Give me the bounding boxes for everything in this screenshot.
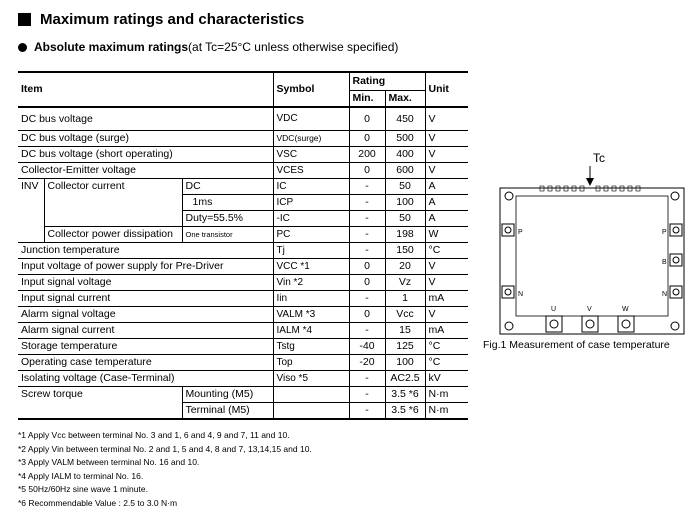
min-cell: 0 — [349, 307, 385, 323]
item-cell: DC bus voltage (short operating) — [18, 147, 273, 163]
unit-cell: N·m — [428, 404, 449, 416]
mounting-hole-icon — [505, 322, 513, 330]
item-cell: Operating case temperature — [18, 355, 273, 371]
table-row — [18, 179, 468, 195]
footnote: *2 Apply Vin between terminal No. 2 and 1, 5 and 4, 8 and 7, 13,14,15 and 10. — [18, 443, 312, 454]
header-unit: Unit — [425, 72, 468, 107]
min-cell: - — [349, 227, 385, 243]
symbol-cell: PC — [273, 227, 349, 243]
mounting-hole-icon — [671, 322, 679, 330]
module-outline-figure — [490, 150, 690, 340]
max-cell: 50 — [385, 179, 425, 195]
min-cell: -20 — [349, 355, 385, 371]
unit-cell: kV — [428, 372, 441, 384]
item-cell: Isolating voltage (Case-Terminal) — [18, 371, 273, 387]
condition-cell: 1ms — [182, 195, 273, 211]
min-cell: - — [349, 387, 385, 403]
unit-cell: V — [428, 260, 436, 272]
svg-text:P: P — [662, 229, 667, 236]
item-cell: Storage temperature — [18, 339, 273, 355]
min-cell: - — [349, 371, 385, 387]
max-cell: 198 — [385, 227, 425, 243]
header-symbol: Symbol — [273, 72, 349, 107]
tc-label: Tc — [593, 151, 605, 165]
unit-cell: °C — [428, 244, 441, 256]
min-cell: 200 — [349, 147, 385, 163]
symbol-cell: VSC — [273, 147, 349, 163]
min-cell: -40 — [349, 339, 385, 355]
table-row — [18, 387, 468, 403]
svg-text:W: W — [622, 306, 629, 313]
condition-cell: Mounting (M5) — [182, 387, 273, 403]
terminal-n-right — [662, 286, 682, 298]
min-cell: 0 — [349, 259, 385, 275]
circle-bullet-icon — [18, 43, 27, 52]
item-cell: Collector-Emitter voltage — [18, 163, 273, 179]
unit-cell: °C — [428, 340, 441, 352]
terminal-b-right — [662, 254, 682, 266]
item-cell: Screw torque — [18, 387, 182, 420]
item-cell: DC bus voltage (surge) — [18, 131, 273, 147]
footnote: *6 Recommendable Value : 2.5 to 3.0 N·m — [18, 497, 178, 508]
tc-arrow-head-icon — [586, 178, 594, 186]
mounting-hole-icon — [505, 192, 513, 200]
unit-cell: V — [428, 164, 436, 176]
unit-cell: V — [428, 132, 436, 144]
svg-text:V: V — [587, 306, 592, 313]
footnote: *5 50Hz/60Hz sine wave 1 minute. — [18, 484, 148, 495]
symbol-cell — [273, 387, 349, 403]
ratings-table — [18, 71, 468, 420]
terminal-n-left — [502, 286, 523, 298]
table-row — [18, 291, 468, 307]
table-row — [18, 339, 468, 355]
item-cell: Collector current — [44, 179, 182, 227]
svg-text:B: B — [662, 259, 667, 266]
table-row — [18, 131, 468, 147]
max-cell: 3.5 *6 — [385, 403, 425, 420]
item-cell: DC bus voltage — [18, 107, 273, 131]
symbol-cell: ICP — [273, 195, 349, 211]
symbol-cell: Iin — [273, 291, 349, 307]
max-cell: 20 — [385, 259, 425, 275]
unit-cell: V — [428, 148, 436, 160]
terminal-w — [618, 306, 634, 332]
table-row — [18, 243, 468, 259]
symbol-cell: IC — [273, 179, 349, 195]
terminal-p-right — [662, 224, 682, 236]
module-case-outline — [500, 188, 684, 334]
unit-cell: V — [428, 113, 436, 125]
max-cell: 400 — [385, 147, 425, 163]
subsection-title: Absolute maximum ratings — [34, 40, 189, 54]
symbol-cell: VDC — [273, 107, 349, 131]
max-cell: 100 — [385, 355, 425, 371]
max-cell: 3.5 *6 — [385, 387, 425, 403]
max-cell: 450 — [385, 107, 425, 131]
terminal-u — [546, 306, 562, 332]
table-row — [18, 355, 468, 371]
table-row — [18, 323, 468, 339]
item-cell: Junction temperature — [18, 243, 273, 259]
min-cell: - — [349, 323, 385, 339]
unit-cell: °C — [428, 356, 441, 368]
footnote: *4 Apply IALM to terminal No. 16. — [18, 470, 144, 481]
symbol-cell — [273, 131, 349, 147]
terminal-v — [582, 306, 598, 332]
min-cell: 0 — [349, 275, 385, 291]
header-item: Item — [18, 72, 273, 107]
max-cell: 100 — [385, 195, 425, 211]
max-cell: 50 — [385, 211, 425, 227]
symbol-cell: VCC *1 — [273, 259, 349, 275]
table-row — [18, 107, 468, 131]
inv-group-label: INV — [18, 179, 44, 243]
table-row — [18, 307, 468, 323]
footnote: *1 Apply Vcc between terminal No. 3 and 1, 6 and 4, 9 and 7, 11 and 10. — [18, 430, 290, 440]
item-cell: Input signal voltage — [18, 275, 273, 291]
table-row — [18, 275, 468, 291]
min-cell: - — [349, 403, 385, 420]
max-cell: Vcc — [385, 307, 425, 323]
terminal-p-left — [502, 224, 523, 236]
condition-cell: Duty=55.5% — [182, 211, 273, 227]
symbol-text: VDC(surge) — [276, 133, 322, 143]
symbol-cell: Top — [273, 355, 349, 371]
svg-text:N: N — [662, 291, 668, 298]
symbol-cell: Viso *5 — [273, 371, 349, 387]
max-cell: 500 — [385, 131, 425, 147]
max-cell: Vz — [385, 275, 425, 291]
subsection-heading — [18, 40, 398, 54]
min-cell: - — [349, 291, 385, 307]
condition-cell: One transistor — [182, 227, 273, 243]
item-cell: Alarm signal voltage — [18, 307, 273, 323]
item-cell: Collector power dissipation — [44, 227, 182, 243]
table-row — [18, 147, 468, 163]
unit-cell: A — [428, 196, 436, 208]
condition-cell: Terminal (M5) — [182, 403, 273, 420]
header-rating: Rating — [349, 72, 425, 91]
max-cell: 600 — [385, 163, 425, 179]
min-cell: 0 — [349, 107, 385, 131]
max-cell: AC2.5 — [385, 371, 425, 387]
item-cell: Input signal current — [18, 291, 273, 307]
min-cell: 0 — [349, 131, 385, 147]
footnotes — [18, 429, 312, 511]
section-title: Maximum ratings and characteristics — [40, 11, 305, 28]
symbol-cell: Vin *2 — [273, 275, 349, 291]
svg-text:U: U — [551, 306, 557, 313]
mounting-hole-icon — [671, 192, 679, 200]
table-row — [18, 259, 468, 275]
min-cell: 0 — [349, 163, 385, 179]
unit-cell: A — [428, 180, 436, 192]
unit-cell: V — [428, 308, 436, 320]
square-bullet-icon — [18, 13, 31, 26]
table-row — [18, 371, 468, 387]
header-max: Max. — [385, 91, 425, 108]
max-cell: 15 — [385, 323, 425, 339]
svg-text:P: P — [518, 229, 523, 236]
max-cell: 1 — [385, 291, 425, 307]
unit-cell: W — [428, 228, 439, 240]
unit-cell: V — [428, 276, 436, 288]
min-cell: - — [349, 195, 385, 211]
unit-cell: mA — [428, 324, 445, 336]
min-cell: - — [349, 179, 385, 195]
item-cell: Input voltage of power supply for Pre-Driver — [18, 259, 273, 275]
symbol-cell: Tj — [273, 243, 349, 259]
unit-cell: mA — [428, 292, 445, 304]
subsection-condition: (at Tc=25°C unless otherwise specified) — [188, 40, 399, 54]
table-row — [18, 163, 468, 179]
symbol-cell — [273, 403, 349, 420]
symbol-cell: Tstg — [273, 339, 349, 355]
condition-cell: DC — [182, 179, 273, 195]
module-inner-outline — [516, 196, 668, 316]
unit-cell: N·m — [428, 388, 449, 400]
symbol-cell: VALM *3 — [273, 307, 349, 323]
symbol-cell: IALM *4 — [273, 323, 349, 339]
min-cell: - — [349, 243, 385, 259]
symbol-cell: VCES — [273, 163, 349, 179]
header-min: Min. — [349, 91, 385, 108]
figure-caption: Fig.1 Measurement of case temperature — [483, 339, 670, 351]
table-row — [18, 227, 468, 243]
unit-cell: A — [428, 212, 436, 224]
max-cell: 125 — [385, 339, 425, 355]
section-heading — [18, 11, 304, 28]
min-cell: - — [349, 211, 385, 227]
max-cell: 150 — [385, 243, 425, 259]
symbol-cell: -IC — [273, 211, 349, 227]
footnote: *3 Apply VALM between terminal No. 16 and 10. — [18, 457, 200, 468]
svg-text:N: N — [518, 291, 524, 298]
item-cell: Alarm signal current — [18, 323, 273, 339]
